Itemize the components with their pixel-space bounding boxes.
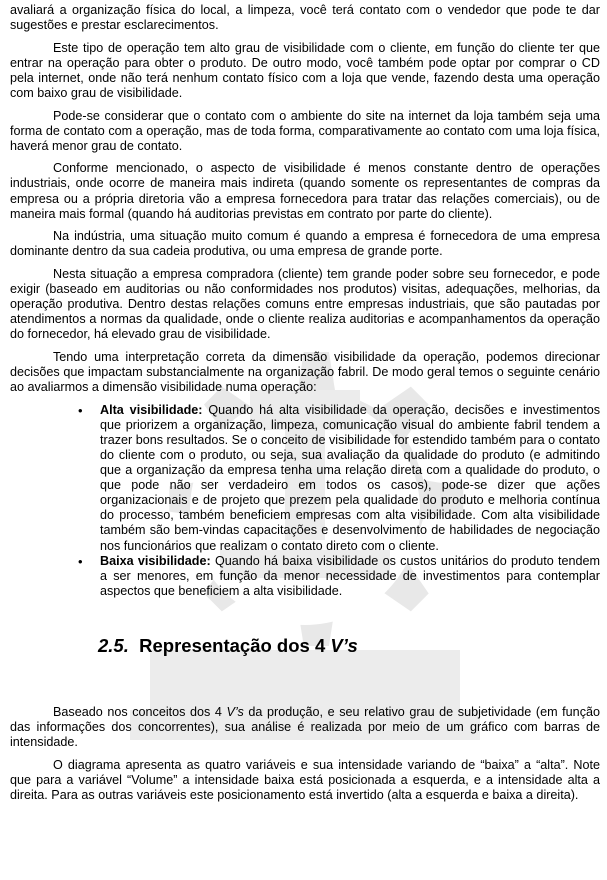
bullet-icon: • bbox=[78, 553, 83, 569]
paragraph-2: Este tipo de operação tem alto grau de visibilidade com o cliente, em função do cliente ter que entrar na operação para obter o produto. De outro modo, você também pode optar por comprar o CD pela internet, onde não terá nenhum contato físico com a loja que vende, fazendo desta uma operação com baixo grau de visibilidade. bbox=[10, 40, 600, 100]
section-heading bbox=[98, 635, 600, 657]
section-title: Representação dos 4 bbox=[139, 634, 331, 656]
paragraph-9: O diagrama apresenta as quatro variáveis e sua intensidade variando de “baixa” a “alta”. Note que para a variável “Volume” a intensidade baixa está posicionada a esquerda, e a intensidade alta a direita. Para as outras variáveis este posicionamento está invertido (alta a esquerda e baixa a direita). bbox=[10, 757, 600, 802]
paragraph-8-start: Baseado nos conceitos dos 4 bbox=[53, 704, 227, 719]
paragraph-4: Conforme mencionado, o aspecto de visibilidade é menos constante dentro de operações industriais, onde ocorre de maneira mais indireta (quando somente os representantes de compras da empresa ou a própria diretoria vão a empresa fornecedora para tratar das relações comerciais), ou de maneira mais formal (quando há auditorias previstas em contrato por parte do cliente). bbox=[10, 161, 600, 221]
list-item-baixa-visibilidade bbox=[78, 553, 600, 599]
paragraph-3: Pode-se considerar que o contato com o ambiente do site na internet da loja também seja uma forma de contato com a operação, mas de toda forma, comparativamente ao contato com uma loja física, haverá menor grau de contato. bbox=[10, 108, 600, 153]
document-page bbox=[10, 3, 600, 810]
section-number: 2.5. bbox=[98, 634, 129, 656]
paragraph-8-italic: V’s bbox=[226, 704, 244, 719]
visibility-bullet-list bbox=[10, 403, 600, 599]
bullet-text: Quando há alta visibilidade da operação, decisões e investimentos que priorizem a organização, limpeza, comunicação visual do ambiente fabril tendem a trazer bons resultados. Se o conceito de visibilidade for estendido também para o contato do cliente com o produto, ou seja, sua avaliação da qualidade do produto (e admitindo que a organização da empresa tenha uma relação direta com a qualidade do produto, o que pode não ser verdadeiro em todos os casos), pode-se dizer que ações organizacionais e de projeto que prezem pela qualidade do produto e melhoria contínua do processo, também beneficiem empresas com alta visibilidade. Com alta visibilidade também são bem-vindas capacitações e desenvolvimento de habilidades de negociação nos funcionários que realizam o contato direto com o cliente. bbox=[100, 402, 601, 553]
bullet-term: Baixa visibilidade: bbox=[100, 553, 211, 568]
paragraph-1: avaliará a organização física do local, a limpeza, você terá contato com o vendedor que pode te dar sugestões e prestar esclarecimentos. bbox=[10, 3, 600, 33]
paragraph-5: Na indústria, uma situação muito comum é quando a empresa é fornecedora de uma empresa dominante dentro da sua cadeia produtiva, ou uma empresa de grande porte. bbox=[10, 229, 600, 259]
list-item-alta-visibilidade bbox=[78, 402, 601, 554]
bullet-icon: • bbox=[78, 402, 83, 418]
paragraph-7: Tendo uma interpretação correta da dimensão visibilidade da operação, podemos direcionar decisões que impactam substancialmente na organização fabril. De modo geral temos o seguinte cenário ao avaliarmos a dimensão visibilidade numa operação: bbox=[10, 349, 600, 395]
bullet-term: Alta visibilidade: bbox=[100, 402, 203, 417]
paragraph-6: Nesta situação a empresa compradora (cliente) tem grande poder sobre seu fornecedor, e pode exigir (baseado em auditorias ou não conformidades nos produtos) visitas, adequações, melhorias, da operação produtiva. Dentro destas relações comuns entre empresas industriais, que são pautadas por atendimentos a normas da qualidade, onde o cliente realiza auditorias e acompanhamentos da operação do fornecedor, há elevado grau de visibilidade. bbox=[10, 266, 600, 342]
bullet-text: Quando há baixa visibilidade os custos unitários do produto tendem a ser menores, em função da menor necessidade de investimentos para contemplar aspectos que beneficiem a alta visibilidade. bbox=[100, 553, 600, 598]
paragraph-8-end: da produção, e seu relativo grau de subjetividade (em função das informações dos concorrentes), sua análise é realizada por meio de um gráfico com barras de intensidade. bbox=[10, 704, 600, 750]
section-title-italic: V’s bbox=[330, 634, 358, 656]
paragraph-8 bbox=[10, 705, 600, 750]
